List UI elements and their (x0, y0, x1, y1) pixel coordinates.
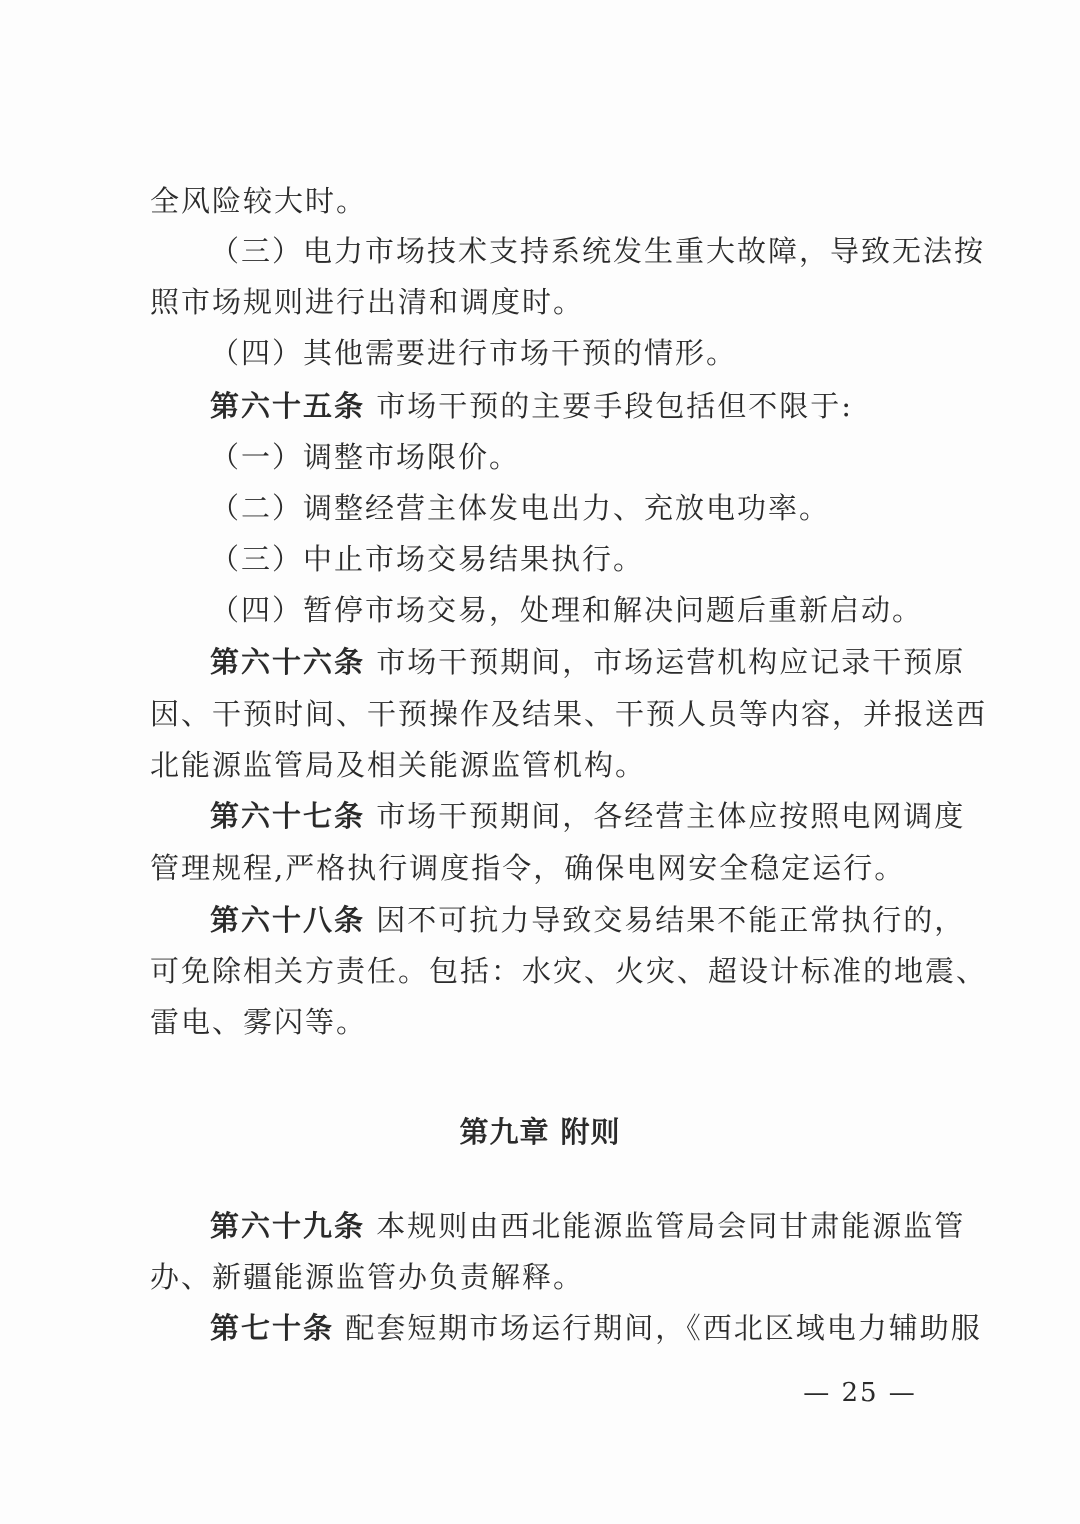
text-line: （三）电力市场技术支持系统发生重大故障，导致无法按 (210, 234, 986, 268)
article-text: 本规则由西北能源监管局会同甘肃能源监管 (376, 1209, 966, 1243)
article-69 (210, 1209, 1000, 1243)
article-heading: 第六十九条 (210, 1209, 366, 1243)
article-heading: 第七十条 (210, 1311, 335, 1345)
text-line: 办、新疆能源监管办负责解释。 (150, 1260, 585, 1294)
page-number: — 25 — (803, 1378, 917, 1408)
article-heading: 第六十六条 (210, 645, 366, 679)
article-70 (210, 1311, 1000, 1345)
article-66 (210, 645, 1000, 679)
text-line: （四）暂停市场交易，处理和解决问题后重新启动。 (210, 593, 924, 627)
text-line: 照市场规则进行出清和调度时。 (150, 285, 585, 319)
text-line: 管理规程,严格执行调度指令，确保电网安全稳定运行。 (150, 851, 906, 885)
chapter-title: 第九章 附则 (459, 1115, 621, 1149)
article-68 (210, 903, 1000, 937)
article-text: 市场干预期间，各经营主体应按照电网调度 (376, 799, 966, 833)
text-line: 因、干预时间、干预操作及结果、干预人员等内容，并报送西 (150, 697, 988, 731)
article-heading: 第六十八条 (210, 903, 366, 937)
article-text: 市场干预的主要手段包括但不限于: (376, 389, 854, 423)
article-65 (210, 389, 1000, 423)
text-line: （三）中止市场交易结果执行。 (210, 542, 645, 576)
text-line: 全风险较大时。 (150, 184, 368, 218)
text-line: （二）调整经营主体发电出力、充放电功率。 (210, 491, 831, 525)
text-line: 北能源监管局及相关能源监管机构。 (150, 748, 647, 782)
article-heading: 第六十七条 (210, 799, 366, 833)
article-67 (210, 799, 1000, 833)
article-text: 因不可抗力导致交易结果不能正常执行的， (376, 903, 966, 937)
article-text: 市场干预期间，市场运营机构应记录干预原 (376, 645, 966, 679)
text-line: （一）调整市场限价。 (210, 440, 521, 474)
text-line: 雷电、雾闪等。 (150, 1005, 368, 1039)
article-heading: 第六十五条 (210, 389, 366, 423)
text-line: 可免除相关方责任。包括：水灾、火灾、超设计标准的地震、 (150, 954, 988, 988)
text-line: （四）其他需要进行市场干预的情形。 (210, 336, 738, 370)
article-text: 配套短期市场运行期间，《西北区域电力辅助服 (345, 1311, 982, 1345)
